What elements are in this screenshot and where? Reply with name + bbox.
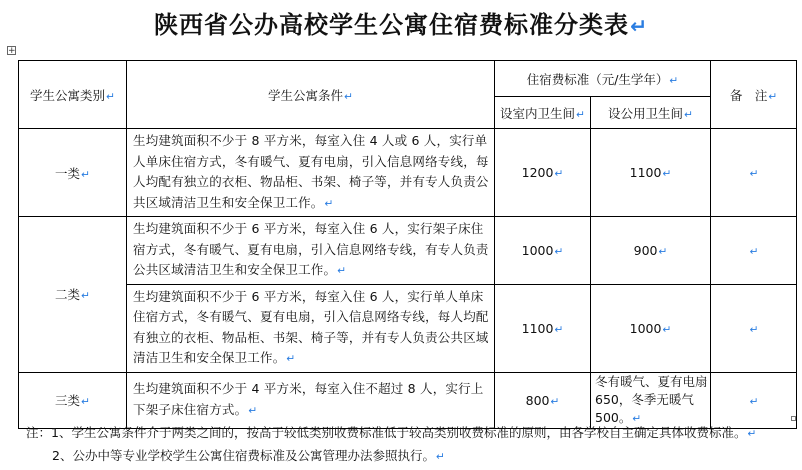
- condition-cell: 生均建筑面积不少于 8 平方米，每室入住 4 人或 6 人，实行单人单床住宿方式，冬有暖气、夏有电扇，引入信息网络专线，每人均配有独立的衣柜、物品柜、书架、椅子等，并有专人负责公共区域清洁卫生和安全保卫工作。↵: [127, 129, 495, 217]
- table-row: [19, 217, 797, 285]
- fee-table: [18, 60, 797, 429]
- indoor-fee-cell: 1200↵: [495, 129, 591, 217]
- public-fee-cell: 冬有暖气、夏有电扇 650，冬季无暖气 500。↵: [591, 372, 711, 428]
- header-public-bathroom: 设公用卫生间↵: [591, 97, 711, 129]
- page-title: 陕西省公办高校学生公寓住宿费标准分类表↵: [153, 11, 649, 39]
- remark-cell: ↵: [711, 372, 797, 428]
- indoor-fee-cell: 800↵: [495, 372, 591, 428]
- indoor-fee-cell: 1100↵: [495, 284, 591, 372]
- category-cell: 二类↵: [19, 217, 127, 373]
- public-fee-cell: 900↵: [591, 217, 711, 285]
- condition-cell: 生均建筑面积不少于 6 平方米，每室入住 6 人，实行单人单床住宿方式，冬有暖气、夏有电扇，引入信息网络专线，每人均配有独立的衣柜、物品柜、书架、椅子等，并有专人负责公共区域清洁卫生和安全保卫工作。↵: [127, 284, 495, 372]
- footnote-2: 2、公办中等专业学校学生公寓住宿费标准及公寓管理办法参照执行。↵: [52, 448, 445, 463]
- condition-cell: 生均建筑面积不少于 6 平方米，每室入住 6 人，实行架子床住宿方式，冬有暖气、夏有电扇，引入信息网络专线，有专人负责公共区域清洁卫生和安全保卫工作。↵: [127, 217, 495, 285]
- table-row: [19, 372, 797, 428]
- table-row: [19, 284, 797, 372]
- table-move-handle-icon[interactable]: +: [8, 46, 16, 56]
- header-remarks: 备 注↵: [711, 61, 797, 129]
- remark-cell: ↵: [711, 129, 797, 217]
- public-fee-cell: 1100↵: [591, 129, 711, 217]
- remark-cell: ↵: [711, 217, 797, 285]
- header-category: 学生公寓类别↵: [19, 61, 127, 129]
- header-indoor-bathroom: 设室内卫生间↵: [495, 97, 591, 129]
- footnotes: [26, 422, 802, 468]
- category-cell: 三类↵: [19, 372, 127, 428]
- remark-cell: ↵: [711, 284, 797, 372]
- paragraph-mark-icon: ↵: [629, 14, 649, 38]
- table-row: [19, 129, 797, 217]
- public-fee-cell: 1000↵: [591, 284, 711, 372]
- header-conditions: 学生公寓条件↵: [127, 61, 495, 129]
- indoor-fee-cell: 1000↵: [495, 217, 591, 285]
- footnote-1: 注：1、学生公寓条件介于两类之间的，按高于较低类别收费标准低于较高类别收费标准的原则，由各学校自主确定具体收费标准。↵: [26, 425, 757, 440]
- condition-cell: 生均建筑面积不少于 4 平方米，每室入住不超过 8 人，实行上下架子床住宿方式。↵: [127, 372, 495, 428]
- table-header-row: [19, 61, 797, 97]
- header-fee-standard: 住宿费标准（元/生学年）↵: [495, 61, 711, 97]
- category-cell: 一类↵: [19, 129, 127, 217]
- table-resize-handle[interactable]: [791, 416, 796, 421]
